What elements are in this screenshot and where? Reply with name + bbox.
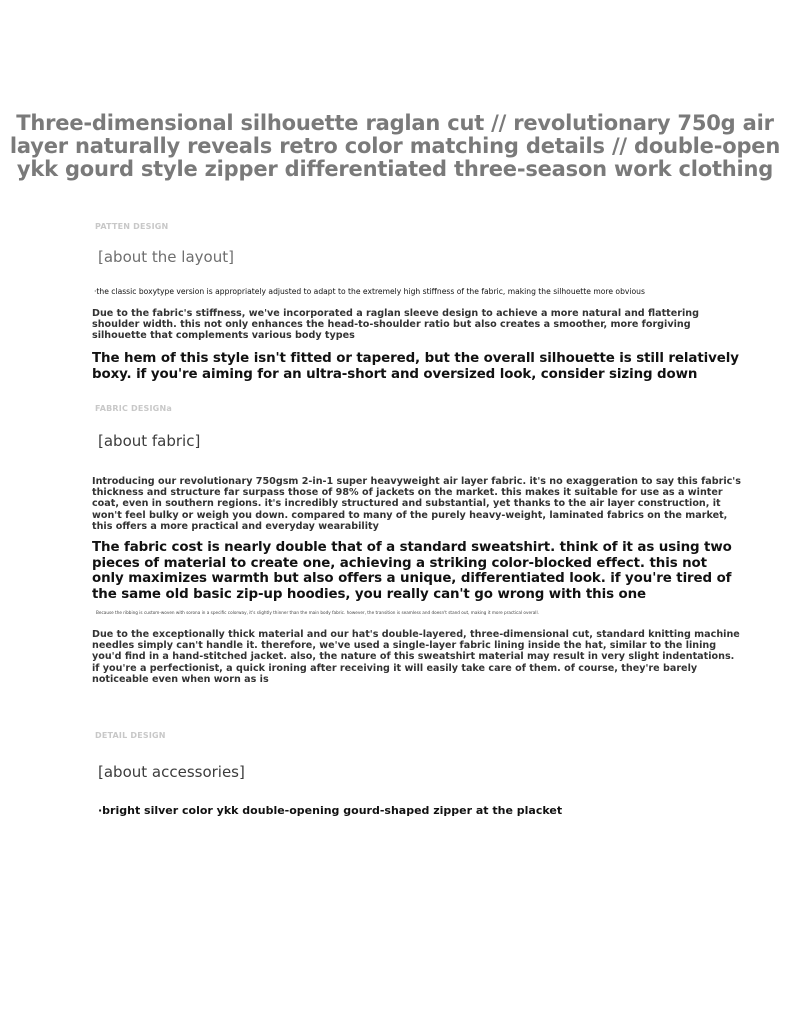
layout-heading: [about the layout] (98, 248, 234, 266)
layout-body: Due to the fabric's stiffness, we've incorporated a raglan sleeve design to achieve a more natural and flattering shoulder width. this not only enhances the head-to-shoulder ratio but also creates a smoother, more forgiving silhouette that complements various body types (92, 308, 699, 342)
fabric-body: Introducing our revolutionary 750gsm 2-in-1 super heavyweight air layer fabric. it's no exaggeration to say this fabric's thickness and structure far surpass those of 98% of jackets on the market. this makes it suitable for use as a winter coat, even in southern regions. it's incredibly structured and substantial, yet thanks to the air layer construction, it won't feel bulky or weigh you down. compared to many of the purely heavy-weight, laminated fabrics on the market, this offers a more practical and everyday wearability (92, 476, 741, 532)
fabric-fine-print: Because the ribbing is custom-woven with sorona in a specific colorway, it's slightly thinner than the main body fabric. however, the transition is seamless and doesn't stand out, making it more practical overall. (96, 610, 539, 615)
accessories-heading: [about accessories] (98, 763, 245, 781)
pattern-kicker: PATTEN DESIGN (95, 222, 169, 231)
page-title: Three-dimensional silhouette raglan cut // revolutionary 750g air layer naturally reveals retro color matching details // double-open ykk gourd style zipper differentiated three-season work clothing (9, 111, 781, 181)
layout-note: ·the classic boxytype version is appropriately adjusted to adapt to the extremely high stiffness of the fabric, making the silhouette more obvious (94, 287, 645, 296)
accessories-bullet: ·bright silver color ykk double-opening gourd-shaped zipper at the placket (98, 804, 563, 817)
fabric-body-2: Due to the exceptionally thick material and our hat's double-layered, three-dimensional cut, standard knitting machine needles simply can't handle it. therefore, we've used a single-layer fabric lining inside the hat, similar to the lining you'd find in a hand-stitched jacket. also, the nature of this sweatshirt material may result in very slight indentations. if you're a perfectionist, a quick ironing after receiving it will easily take care of them. of course, they're barely noticeable even when worn as is (92, 629, 740, 685)
detail-kicker: DETAIL DESIGN (95, 731, 166, 740)
fabric-emphasis: The fabric cost is nearly double that of a standard sweatshirt. think of it as using two pieces of material to create one, achieving a striking color-blocked effect. this not only maximizes warmth but also offers a unique, differentiated look. if you're tired of the same old basic zip-up hoodies, you really can't go wrong with this one (92, 540, 732, 602)
layout-emphasis: The hem of this style isn't fitted or tapered, but the overall silhouette is still relatively boxy. if you're aiming for an ultra-short and oversized look, consider sizing down (92, 351, 739, 382)
fabric-kicker: FABRIC DESIGNa (95, 404, 172, 413)
fabric-heading: [about fabric] (98, 432, 201, 450)
